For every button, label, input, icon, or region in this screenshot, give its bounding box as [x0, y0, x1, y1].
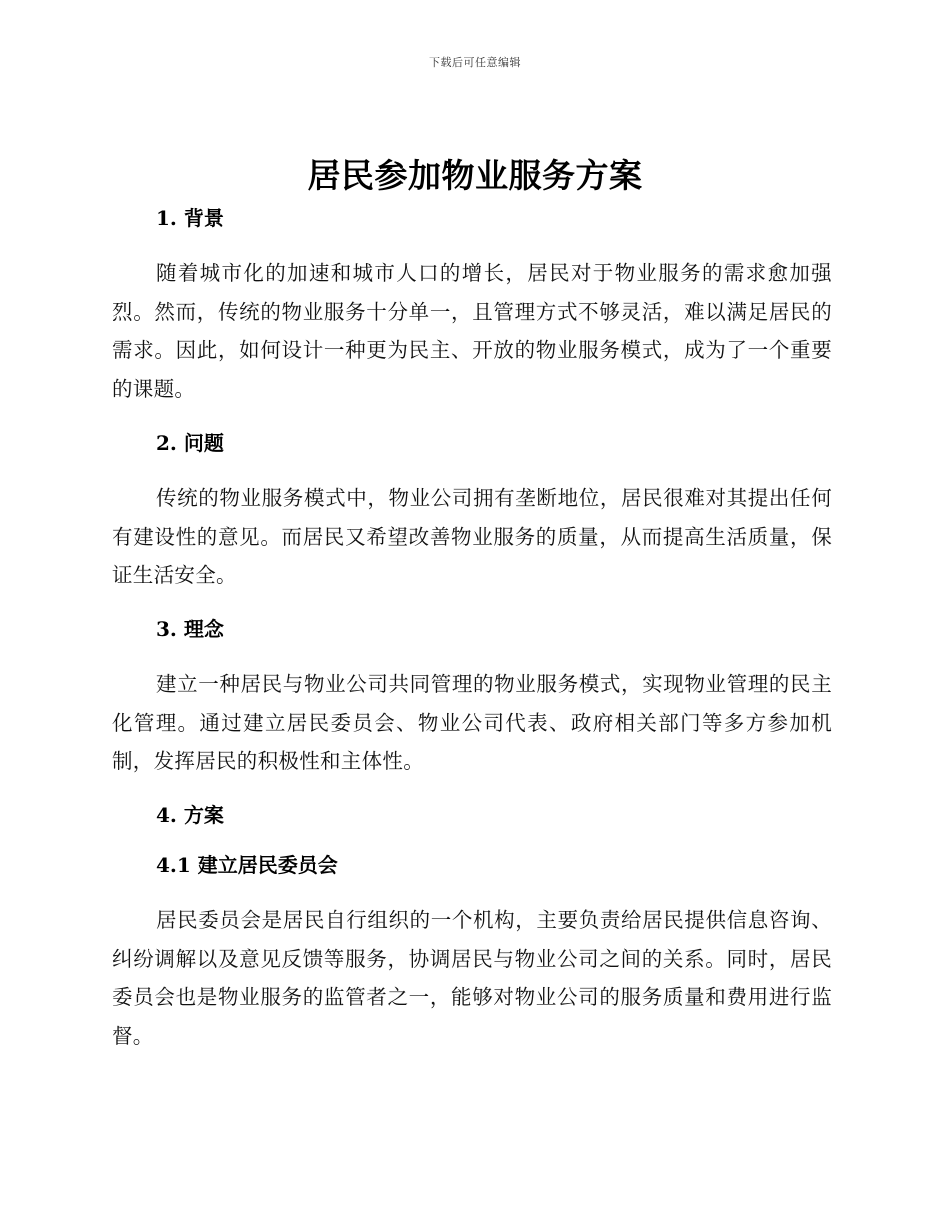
document-title: 居民参加物业服务方案 — [307, 156, 643, 195]
section-paragraph-background: 随着城市化的加速和城市人口的增长，居民对于物业服务的需求愈加强烈。然而，传统的物业服务十分单一，且管理方式不够灵活，难以满足居民的需求。因此，如何设计一种更为民主、开放的物业服务模式，成为了一个重要的课题。 — [112, 261, 832, 402]
section-heading-concept: 3. 理念 — [156, 616, 224, 641]
section-paragraph-problem: 传统的物业服务模式中，物业公司拥有垄断地位，居民很难对其提出任何有建设性的意见。而居民又希望改善物业服务的质量，从而提高生活质量，保证生活安全。 — [112, 485, 832, 588]
section-heading-plan: 4. 方案 — [156, 803, 224, 828]
section-heading-problem: 2. 问题 — [156, 430, 224, 455]
page-header-note: 下载后可任意编辑 — [429, 56, 521, 69]
subsection-paragraph-committee: 居民委员会是居民自行组织的一个机构，主要负责给居民提供信息咨询、纠纷调解以及意见反馈等服务，协调居民与物业公司之间的关系。同时，居民委员会也是物业服务的监管者之一，能够对物业公司的服务质量和费用进行监督。 — [112, 908, 832, 1049]
document-body — [112, 204, 832, 1076]
section-heading-background: 1. 背景 — [156, 206, 224, 230]
section-paragraph-concept: 建立一种居民与物业公司共同管理的物业服务模式，实现物业管理的民主化管理。通过建立居民委员会、物业公司代表、政府相关部门等多方参加机制，发挥居民的积极性和主体性。 — [112, 671, 832, 774]
subsection-heading-committee: 4.1 建立居民委员会 — [156, 853, 338, 878]
